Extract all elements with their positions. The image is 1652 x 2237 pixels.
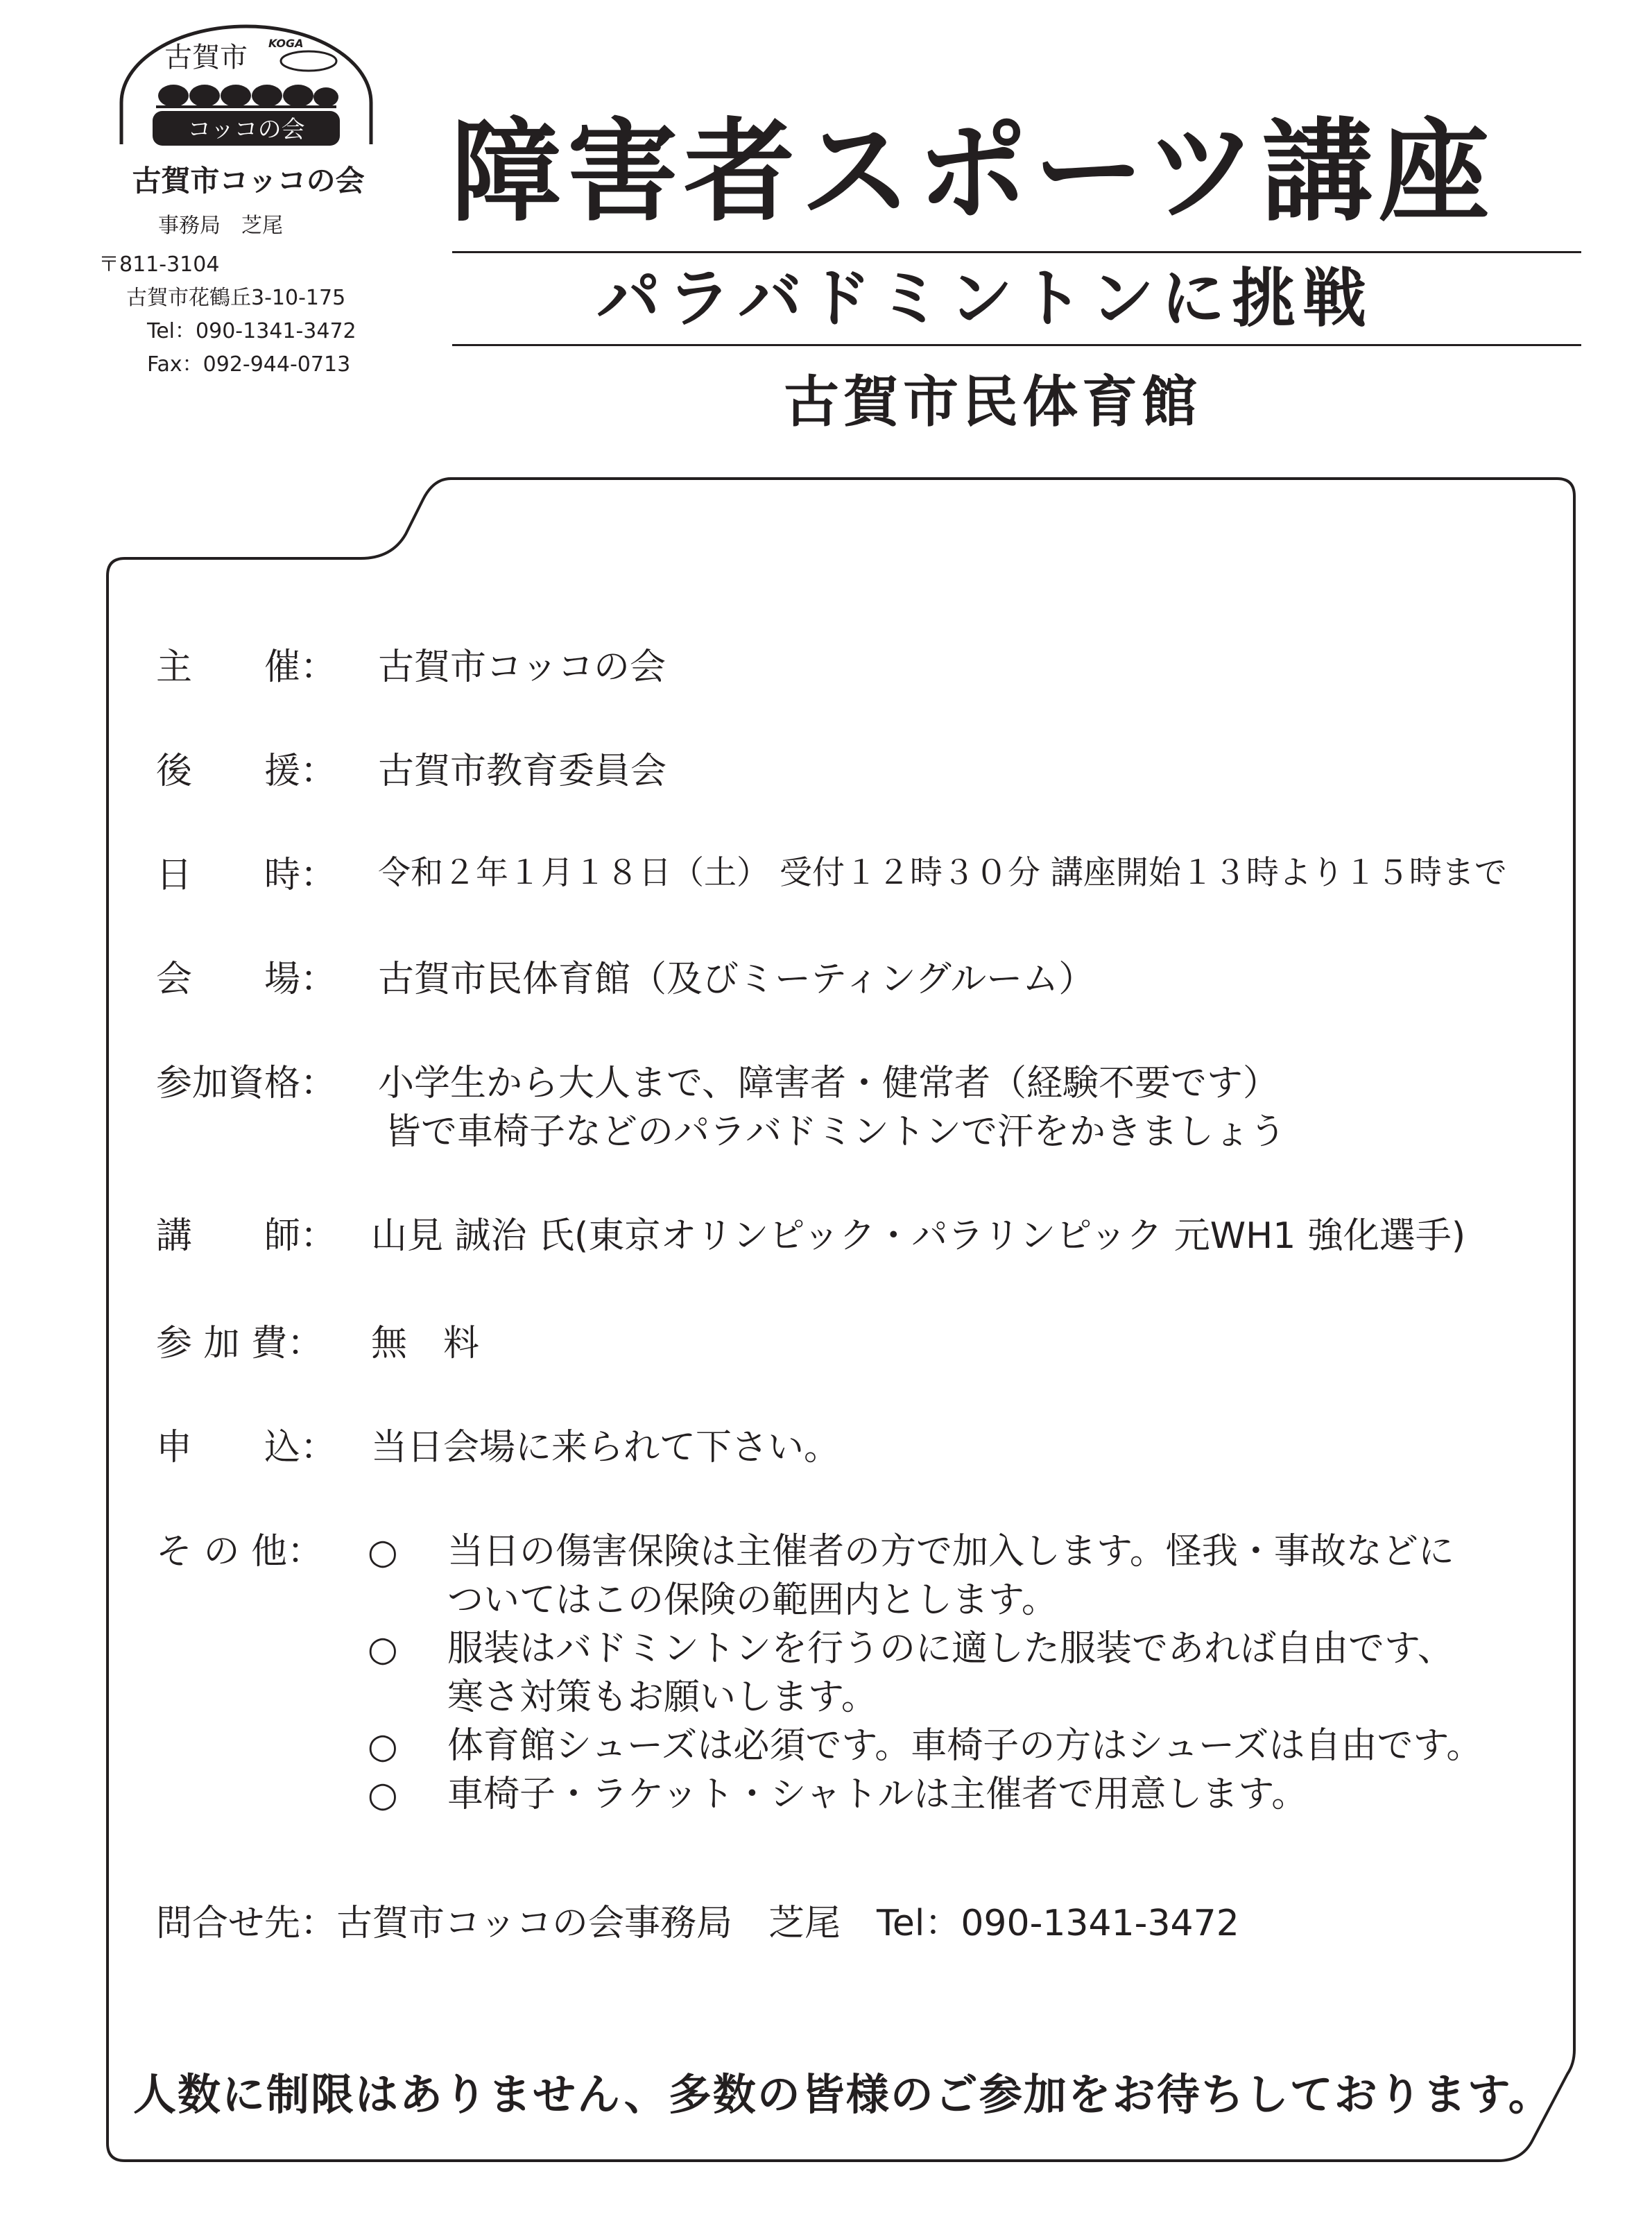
logo-koga-text: KOGA (268, 37, 304, 50)
detail-value: 古賀市民体育館（及びミーティングルーム） (378, 959, 1095, 1000)
detail-value: 古賀市教育委員会 (378, 751, 667, 792)
detail-value: 山見 誠治 氏(東京オリンピック・パラリンピック 元WH1 強化選手) (371, 1215, 1466, 1257)
detail-label: 参加資格： (156, 1063, 337, 1104)
closing-message: 人数に制限はありません、多数の皆様のご参加をお待ちしております。 (133, 2069, 1553, 2120)
circle-bullet-icon: ○ (368, 1532, 398, 1572)
logo-banner-text: コッコの会 (187, 116, 305, 144)
note-line: 服装はバドミントンを行うのに適した服装であれば自由です、 (447, 1628, 1454, 1670)
page-subtitle: パラバドミントンに挑戦 (596, 262, 1374, 336)
page-title: 障害者スポーツ講座 (451, 107, 1495, 237)
organization-office: 事務局 芝尾 (158, 214, 283, 238)
logo-city-text: 古賀市 (164, 42, 248, 74)
organization-fax: Fax：092-944-0713 (147, 352, 351, 377)
circle-bullet-icon: ○ (368, 1774, 398, 1815)
note-line: ついてはこの保険の範囲内とします。 (447, 1579, 1058, 1621)
contact-info: 問合せ先：古賀市コッコの会事務局 芝尾 Tel：090-1341-3472 (156, 1903, 1239, 1944)
detail-value: 小学生から大人まで、障害者・健常者（経験不要です） (378, 1063, 1279, 1104)
organization-postal: 〒811-3104 (98, 252, 220, 277)
detail-label: 講 師： (156, 1215, 337, 1257)
note-line: 寒さ対策もお願いします。 (447, 1677, 877, 1718)
detail-value: 令和２年１月１８日（土） 受付１２時３０分 講座開始１３時より１５時まで (378, 854, 1507, 892)
detail-label: 申 込： (156, 1427, 337, 1468)
note-line: 車椅子・ラケット・シャトルは主催者で用意します。 (447, 1774, 1308, 1815)
detail-value: 当日会場に来られて下さい。 (371, 1427, 841, 1468)
circle-bullet-icon: ○ (368, 1629, 398, 1669)
note-line: 体育館シューズは必須です。車椅子の方はシューズは自由です。 (447, 1725, 1483, 1767)
note-line: 当日の傷害保険は主催者の方で加入します。怪我・事故などに (447, 1531, 1454, 1572)
organization-tel: Tel：090-1341-3472 (147, 319, 356, 343)
detail-value: 無 料 (371, 1323, 480, 1364)
detail-value: 古賀市コッコの会 (378, 646, 666, 688)
detail-label: 参 加 費： (156, 1323, 324, 1364)
detail-label: そ の 他： (156, 1531, 324, 1572)
detail-label: 主 催： (156, 646, 337, 688)
organization-address: 古賀市花鶴丘3-10-175 (126, 286, 346, 310)
venue-heading: 古賀市民体育館 (784, 370, 1201, 434)
detail-value: 皆で車椅子などのパラバドミントンで汗をかきましょう (385, 1111, 1286, 1153)
circle-bullet-icon: ○ (368, 1726, 398, 1766)
organization-name: 古賀市コッコの会 (132, 164, 365, 198)
detail-label: 後 援： (156, 751, 337, 792)
detail-label: 会 場： (156, 959, 337, 1000)
detail-label: 日 時： (156, 855, 337, 896)
